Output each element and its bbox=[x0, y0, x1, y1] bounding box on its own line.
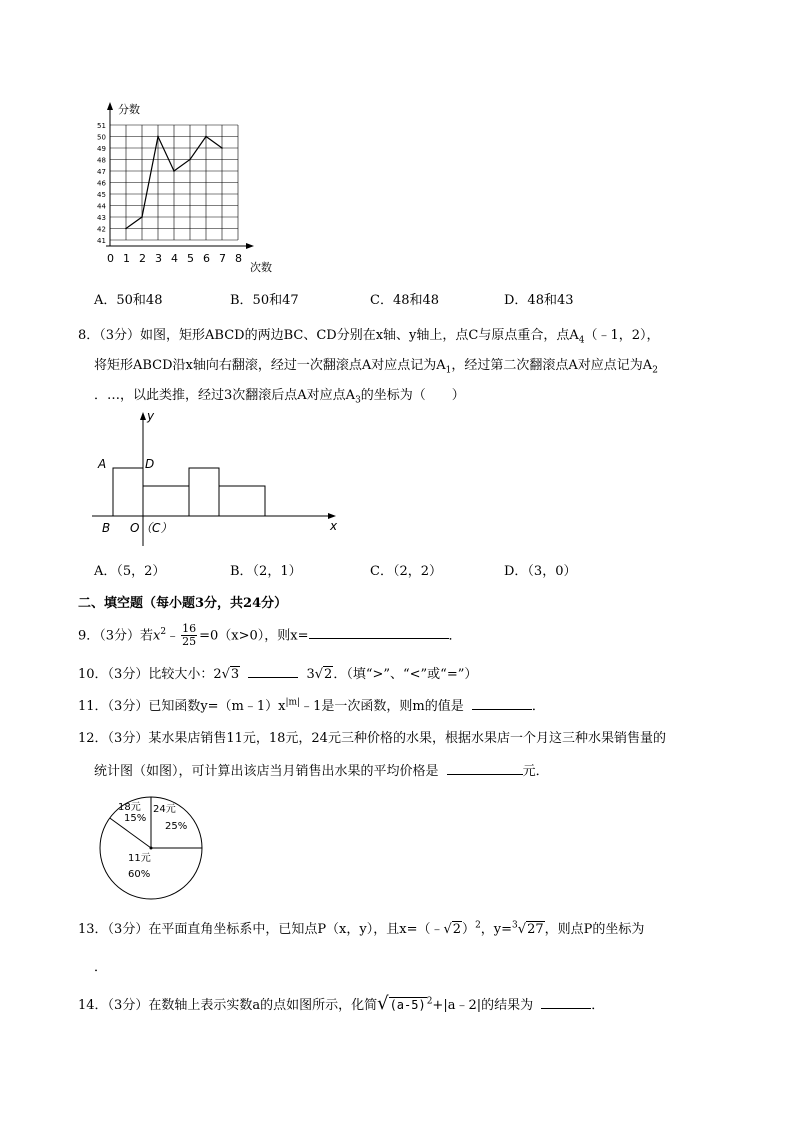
option-a: A．（5，2） bbox=[94, 564, 166, 579]
x-tick-label: 4 bbox=[171, 252, 178, 265]
rectangle-after-roll-3 bbox=[219, 486, 265, 516]
option-b: B．50和47 bbox=[230, 293, 299, 308]
q8-rectangle-figure bbox=[92, 408, 352, 548]
label-o: O bbox=[130, 521, 140, 535]
option-d: D．48和43 bbox=[504, 293, 574, 308]
data-point bbox=[125, 228, 127, 230]
data-point bbox=[173, 170, 175, 172]
x-axis-label: 次数 bbox=[250, 261, 272, 274]
slice-pct-18: 15% bbox=[124, 813, 147, 824]
y-axis-label: 分数 bbox=[118, 103, 140, 116]
q12-answer-blank[interactable] bbox=[447, 760, 523, 775]
slice-label-24: 24元 bbox=[153, 804, 176, 815]
option-c: C．48和48 bbox=[370, 293, 440, 308]
slice-label-11: 11元 bbox=[128, 853, 151, 864]
y-tick-label: 50 bbox=[97, 133, 106, 142]
q9: 9．（3分）若$x^2﹣$ $\frac{16}{25}$ =0（x>0），则x= ． bbox=[78, 622, 462, 649]
y-tick-label: 44 bbox=[97, 202, 106, 211]
q11: 11．（3分）已知函数$y=(m﹣1)x^{|m|}﹣1$是一次函数，则m的值是 ． bbox=[78, 695, 545, 714]
x-tick-label: 1 bbox=[123, 252, 130, 265]
label-b: B bbox=[102, 521, 111, 535]
rectangle-after-roll-2 bbox=[189, 468, 219, 516]
slice-pct-24: 25% bbox=[165, 821, 188, 832]
data-point bbox=[157, 136, 159, 138]
q12-line-1: 12．（3分）某水果店销售11元，18元，24元三种价格的水果，根据水果店一个月这三种水果销售量的 bbox=[78, 731, 666, 746]
q10: 10．（3分）比较大小：2√3 3√2．（填“>”、“<”或“=”） bbox=[78, 663, 477, 682]
option-c: C．（2，2） bbox=[370, 564, 442, 579]
section-2-heading: 二、填空题（每小题3分，共24分） bbox=[78, 596, 288, 611]
q8-line-3: ．…，以此类推，经过3次翻滚后点A对应点$A_3$的坐标为（ ） bbox=[94, 388, 465, 406]
y-tick-label: 46 bbox=[97, 179, 106, 188]
q12-line-2: 统计图（如图），可计算出该店当月销售出水果的平均价格是 元． bbox=[94, 760, 549, 779]
slice-pct-11: 60% bbox=[128, 869, 151, 880]
y-tick-label: 48 bbox=[97, 156, 106, 165]
chart-grid bbox=[110, 125, 238, 240]
y-tick-label: 45 bbox=[97, 191, 106, 199]
data-point bbox=[205, 136, 207, 138]
label-y: y bbox=[147, 409, 155, 423]
q13-line-2: ． bbox=[94, 960, 108, 975]
y-tick-label: 43 bbox=[97, 214, 106, 222]
rectangle-abcd bbox=[113, 468, 143, 516]
rectangle-after-roll-1 bbox=[143, 486, 189, 516]
fraction: $\frac{16}{25}$ bbox=[182, 622, 197, 649]
option-d: D．（3，0） bbox=[504, 564, 577, 579]
q8-line-1: 8．（3分）如图，矩形ABCD的两边BC、CD分别在x轴、y轴上，点C与原点重合，点$A_4(﹣1$，2）， bbox=[78, 328, 660, 346]
y-tick-label: 49 bbox=[97, 145, 106, 153]
q10-answer-blank[interactable] bbox=[248, 663, 298, 678]
y-tick-label: 42 bbox=[97, 225, 106, 234]
y-axis-arrow bbox=[107, 102, 113, 110]
q13: 13．（3分）在平面直角坐标系中，已知点P（x，y），且x=（﹣√2）$^2$，y=$^3$√27，则点P的坐标为 bbox=[78, 920, 645, 937]
pie-center bbox=[150, 847, 153, 850]
option-b: B．（2，1） bbox=[230, 564, 302, 579]
q12-pie-chart bbox=[96, 795, 206, 905]
x-tick-label: 3 bbox=[155, 252, 162, 265]
label-c: （C） bbox=[140, 521, 173, 535]
q8-line-2: 将矩形ABCD沿x轴向右翻滚，经过一次翻滚点A对应点记为$A_1$，经过第二次翻滚点A对应点记为$A_2$ bbox=[94, 358, 658, 376]
x-axis-arrow bbox=[246, 243, 254, 249]
q14-answer-blank[interactable] bbox=[541, 994, 591, 1009]
data-point bbox=[221, 147, 223, 149]
data-point bbox=[141, 216, 143, 218]
label-d: D bbox=[145, 457, 155, 471]
data-point bbox=[189, 159, 191, 161]
slice-label-18: 18元 bbox=[118, 802, 141, 813]
y-tick-label: 47 bbox=[97, 168, 106, 176]
x-tick-label: 7 bbox=[219, 252, 226, 265]
q9-answer-blank[interactable] bbox=[309, 624, 449, 639]
label-x: x bbox=[330, 519, 338, 533]
chart-ticks bbox=[97, 122, 242, 265]
x-tick-label: 5 bbox=[187, 252, 194, 265]
option-a: A．50和48 bbox=[94, 293, 163, 308]
y-tick-label: 41 bbox=[97, 237, 106, 245]
x-tick-label: 0 bbox=[107, 252, 114, 265]
y-axis-arrow bbox=[140, 412, 146, 420]
q14: 14．（3分）在数轴上表示实数a的点如图所示，化简$√(a-5)^2+|a﹣2|$的结果为 ． bbox=[78, 993, 605, 1014]
label-a: A bbox=[98, 457, 107, 471]
x-tick-label: 6 bbox=[203, 252, 210, 265]
q11-answer-blank[interactable] bbox=[472, 695, 532, 710]
x-tick-label: 2 bbox=[139, 252, 146, 265]
q7-line-chart bbox=[90, 100, 320, 278]
y-tick-label: 51 bbox=[97, 122, 106, 130]
x-tick-label: 8 bbox=[235, 252, 242, 265]
